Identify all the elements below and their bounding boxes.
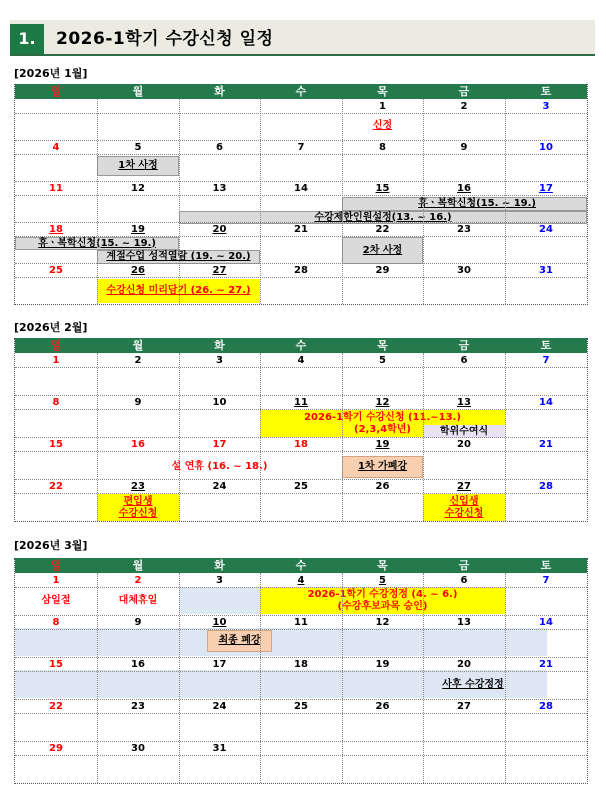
day-number: 28 — [539, 481, 553, 492]
event-second-check: 2차 사정 — [342, 237, 423, 264]
day-number: 23 — [131, 701, 145, 712]
day-number: 21 — [539, 439, 553, 450]
day-number: 26 — [375, 701, 390, 712]
day-number: 20 — [212, 224, 227, 235]
weekday-sun: 일 — [50, 339, 62, 352]
grid-hline — [15, 755, 587, 756]
weekday-thu: 목 — [377, 559, 388, 572]
month-label-january: [2026년 1월] — [14, 67, 88, 80]
calendar-january — [14, 84, 588, 305]
day-number: 24 — [539, 224, 553, 235]
event-freshman-registration: 신입생 수강신청 — [423, 494, 505, 521]
day-number: 3 — [216, 575, 223, 586]
weekday-fri: 금 — [458, 85, 470, 98]
day-number: 10 — [212, 397, 227, 408]
day-number: 5 — [134, 142, 142, 153]
day-number: 4 — [297, 575, 305, 586]
weekday-thu: 목 — [377, 339, 388, 352]
day-number: 12 — [375, 397, 390, 408]
weekday-wed: 수 — [295, 339, 307, 352]
calendar-march — [14, 558, 588, 784]
day-number: 14 — [539, 617, 553, 628]
day-number: 7 — [297, 142, 305, 153]
day-number: 5 — [379, 355, 386, 366]
event-leave-return-1: 휴ㆍ복학신청(15. ~ 19.) — [342, 197, 587, 211]
day-number: 31 — [539, 265, 553, 276]
day-number: 27 — [457, 701, 471, 712]
event-post-correction: 사후 수강정정 — [442, 678, 504, 690]
grid-vline — [423, 573, 424, 783]
day-number: 15 — [375, 183, 390, 194]
event-new-year: 신정 — [372, 120, 393, 131]
weekday-tue: 화 — [214, 559, 225, 572]
day-number: 23 — [131, 481, 145, 492]
grid-hline — [15, 451, 587, 452]
day-number: 18 — [294, 659, 308, 670]
event-transfer-registration: 편입생 수강신청 — [97, 494, 179, 521]
day-number: 4 — [297, 355, 305, 366]
event-first-check: 1차 사정 — [97, 156, 179, 176]
grid-hline — [15, 629, 587, 630]
grid-hline — [15, 236, 587, 237]
day-number: 25 — [294, 481, 308, 492]
day-number: 2 — [134, 355, 142, 366]
calendar-february — [14, 338, 588, 522]
grid-hline — [15, 277, 587, 278]
grid-hline — [15, 713, 587, 714]
event-week-band-2 — [15, 628, 547, 656]
day-number: 31 — [212, 743, 227, 754]
month-label-february: [2026년 2월] — [14, 321, 88, 334]
day-number: 20 — [457, 439, 471, 450]
day-number: 5 — [379, 575, 386, 586]
event-blank-blue — [179, 587, 260, 614]
weekday-thu: 목 — [377, 85, 388, 98]
month-label-march: [2026년 3월] — [14, 539, 88, 552]
grid-vline — [260, 573, 261, 783]
day-number: 16 — [457, 183, 471, 194]
weekday-tue: 화 — [214, 339, 225, 352]
day-number: 8 — [379, 142, 386, 153]
day-number: 4 — [52, 142, 60, 153]
event-course-correction: 2026-1학기 수강정정 (4. ~ 6.) (수강후보과목 승인) — [260, 587, 505, 614]
day-number: 1 — [52, 575, 60, 586]
event-limit-setting: 수강제한인원설정(13. ~ 16.) — [179, 211, 587, 224]
day-number: 26 — [131, 265, 145, 276]
day-number: 24 — [212, 701, 227, 712]
day-number: 28 — [539, 701, 553, 712]
weekday-fri: 금 — [458, 339, 470, 352]
day-number: 19 — [375, 439, 390, 450]
day-number: 1 — [52, 355, 60, 366]
day-number: 6 — [216, 142, 223, 153]
day-number: 29 — [375, 265, 390, 276]
grid-hline — [15, 493, 587, 494]
day-number: 30 — [131, 743, 145, 754]
day-number: 13 — [212, 183, 227, 194]
day-number: 2 — [460, 101, 468, 112]
page-title: 2026-1학기 수강신청 일정 — [56, 29, 274, 49]
day-number: 18 — [49, 224, 63, 235]
day-number: 6 — [460, 575, 468, 586]
day-number: 19 — [131, 224, 145, 235]
day-number: 7 — [542, 355, 550, 366]
day-number: 3 — [542, 101, 550, 112]
day-number: 25 — [49, 265, 63, 276]
day-number: 16 — [131, 659, 145, 670]
day-number: 9 — [460, 142, 468, 153]
day-number: 10 — [212, 617, 227, 628]
grid-hline — [15, 154, 587, 155]
day-number: 7 — [542, 575, 550, 586]
day-number: 14 — [294, 183, 308, 194]
weekday-mon: 월 — [132, 559, 144, 572]
weekday-sat: 토 — [540, 339, 552, 352]
weekday-sat: 토 — [540, 85, 552, 98]
event-leave-return-2: 휴ㆍ복학신청(15. ~ 19.) — [15, 237, 179, 250]
event-season-grades: 계절수업 성적열람 (19. ~ 20.) — [97, 250, 260, 264]
day-number: 13 — [457, 617, 471, 628]
day-number: 26 — [375, 481, 390, 492]
weekday-mon: 월 — [132, 339, 144, 352]
day-number: 10 — [539, 142, 553, 153]
day-number: 28 — [294, 265, 308, 276]
day-number: 19 — [375, 659, 390, 670]
weekday-sun: 일 — [50, 85, 62, 98]
day-number: 23 — [457, 224, 471, 235]
grid-hline — [15, 409, 587, 410]
day-number: 2 — [134, 575, 142, 586]
day-number: 14 — [539, 397, 553, 408]
day-number: 1 — [379, 101, 386, 112]
day-number: 11 — [49, 183, 63, 194]
day-number: 25 — [294, 701, 308, 712]
weekday-sat: 토 — [540, 559, 552, 572]
weekday-tue: 화 — [214, 85, 225, 98]
grid-hline — [15, 113, 587, 114]
weekday-mon: 월 — [132, 85, 144, 98]
event-substitute-holiday: 대체휴일 — [118, 594, 158, 606]
grid-vline — [342, 573, 343, 783]
day-number: 22 — [49, 701, 63, 712]
day-number: 30 — [457, 265, 471, 276]
grid-hline — [15, 367, 587, 368]
grid-vline — [505, 573, 506, 783]
day-number: 9 — [134, 617, 142, 628]
day-number: 27 — [457, 481, 471, 492]
day-number: 6 — [460, 355, 468, 366]
section-number: 1. — [10, 24, 44, 54]
day-number: 18 — [294, 439, 308, 450]
day-number: 20 — [457, 659, 471, 670]
event-pre-cart: 수강신청 미리담기 (26. ~ 27.) — [97, 279, 260, 303]
event-final-cancel: 최종 폐강 — [207, 630, 272, 652]
day-number: 24 — [212, 481, 227, 492]
event-graduation: 학위수여식 — [423, 425, 505, 438]
weekday-wed: 수 — [295, 85, 307, 98]
day-number: 12 — [131, 183, 145, 194]
day-number: 11 — [294, 617, 308, 628]
event-lunar-new-year: 설 연휴 (16. ~ 18.) — [171, 461, 268, 472]
event-first-cancel: 1차 가폐강 — [342, 456, 423, 478]
day-number: 8 — [52, 397, 60, 408]
day-number: 15 — [49, 439, 63, 450]
day-number: 11 — [294, 397, 308, 408]
day-number: 22 — [375, 224, 390, 235]
event-registration: 2026-1학기 수강신청 (11.~13.) (2,3,4학년) — [260, 410, 505, 437]
day-number: 17 — [539, 183, 553, 194]
weekday-sun: 일 — [50, 559, 62, 572]
day-number: 21 — [294, 224, 308, 235]
day-number: 3 — [216, 355, 223, 366]
day-number: 9 — [134, 397, 142, 408]
day-number: 17 — [212, 659, 227, 670]
day-number: 13 — [457, 397, 471, 408]
day-number: 22 — [49, 481, 63, 492]
weekday-wed: 수 — [295, 559, 307, 572]
grid-hline — [15, 195, 587, 196]
day-number: 27 — [212, 265, 227, 276]
grid-hline — [15, 671, 587, 672]
day-number: 16 — [131, 439, 145, 450]
day-number: 17 — [212, 439, 227, 450]
event-samiljeol: 삼일절 — [41, 594, 71, 606]
day-number: 29 — [49, 743, 63, 754]
day-number: 15 — [49, 659, 63, 670]
grid-hline — [15, 587, 587, 588]
day-number: 21 — [539, 659, 553, 670]
day-number: 8 — [52, 617, 60, 628]
weekday-fri: 금 — [458, 559, 470, 572]
day-number: 12 — [375, 617, 390, 628]
